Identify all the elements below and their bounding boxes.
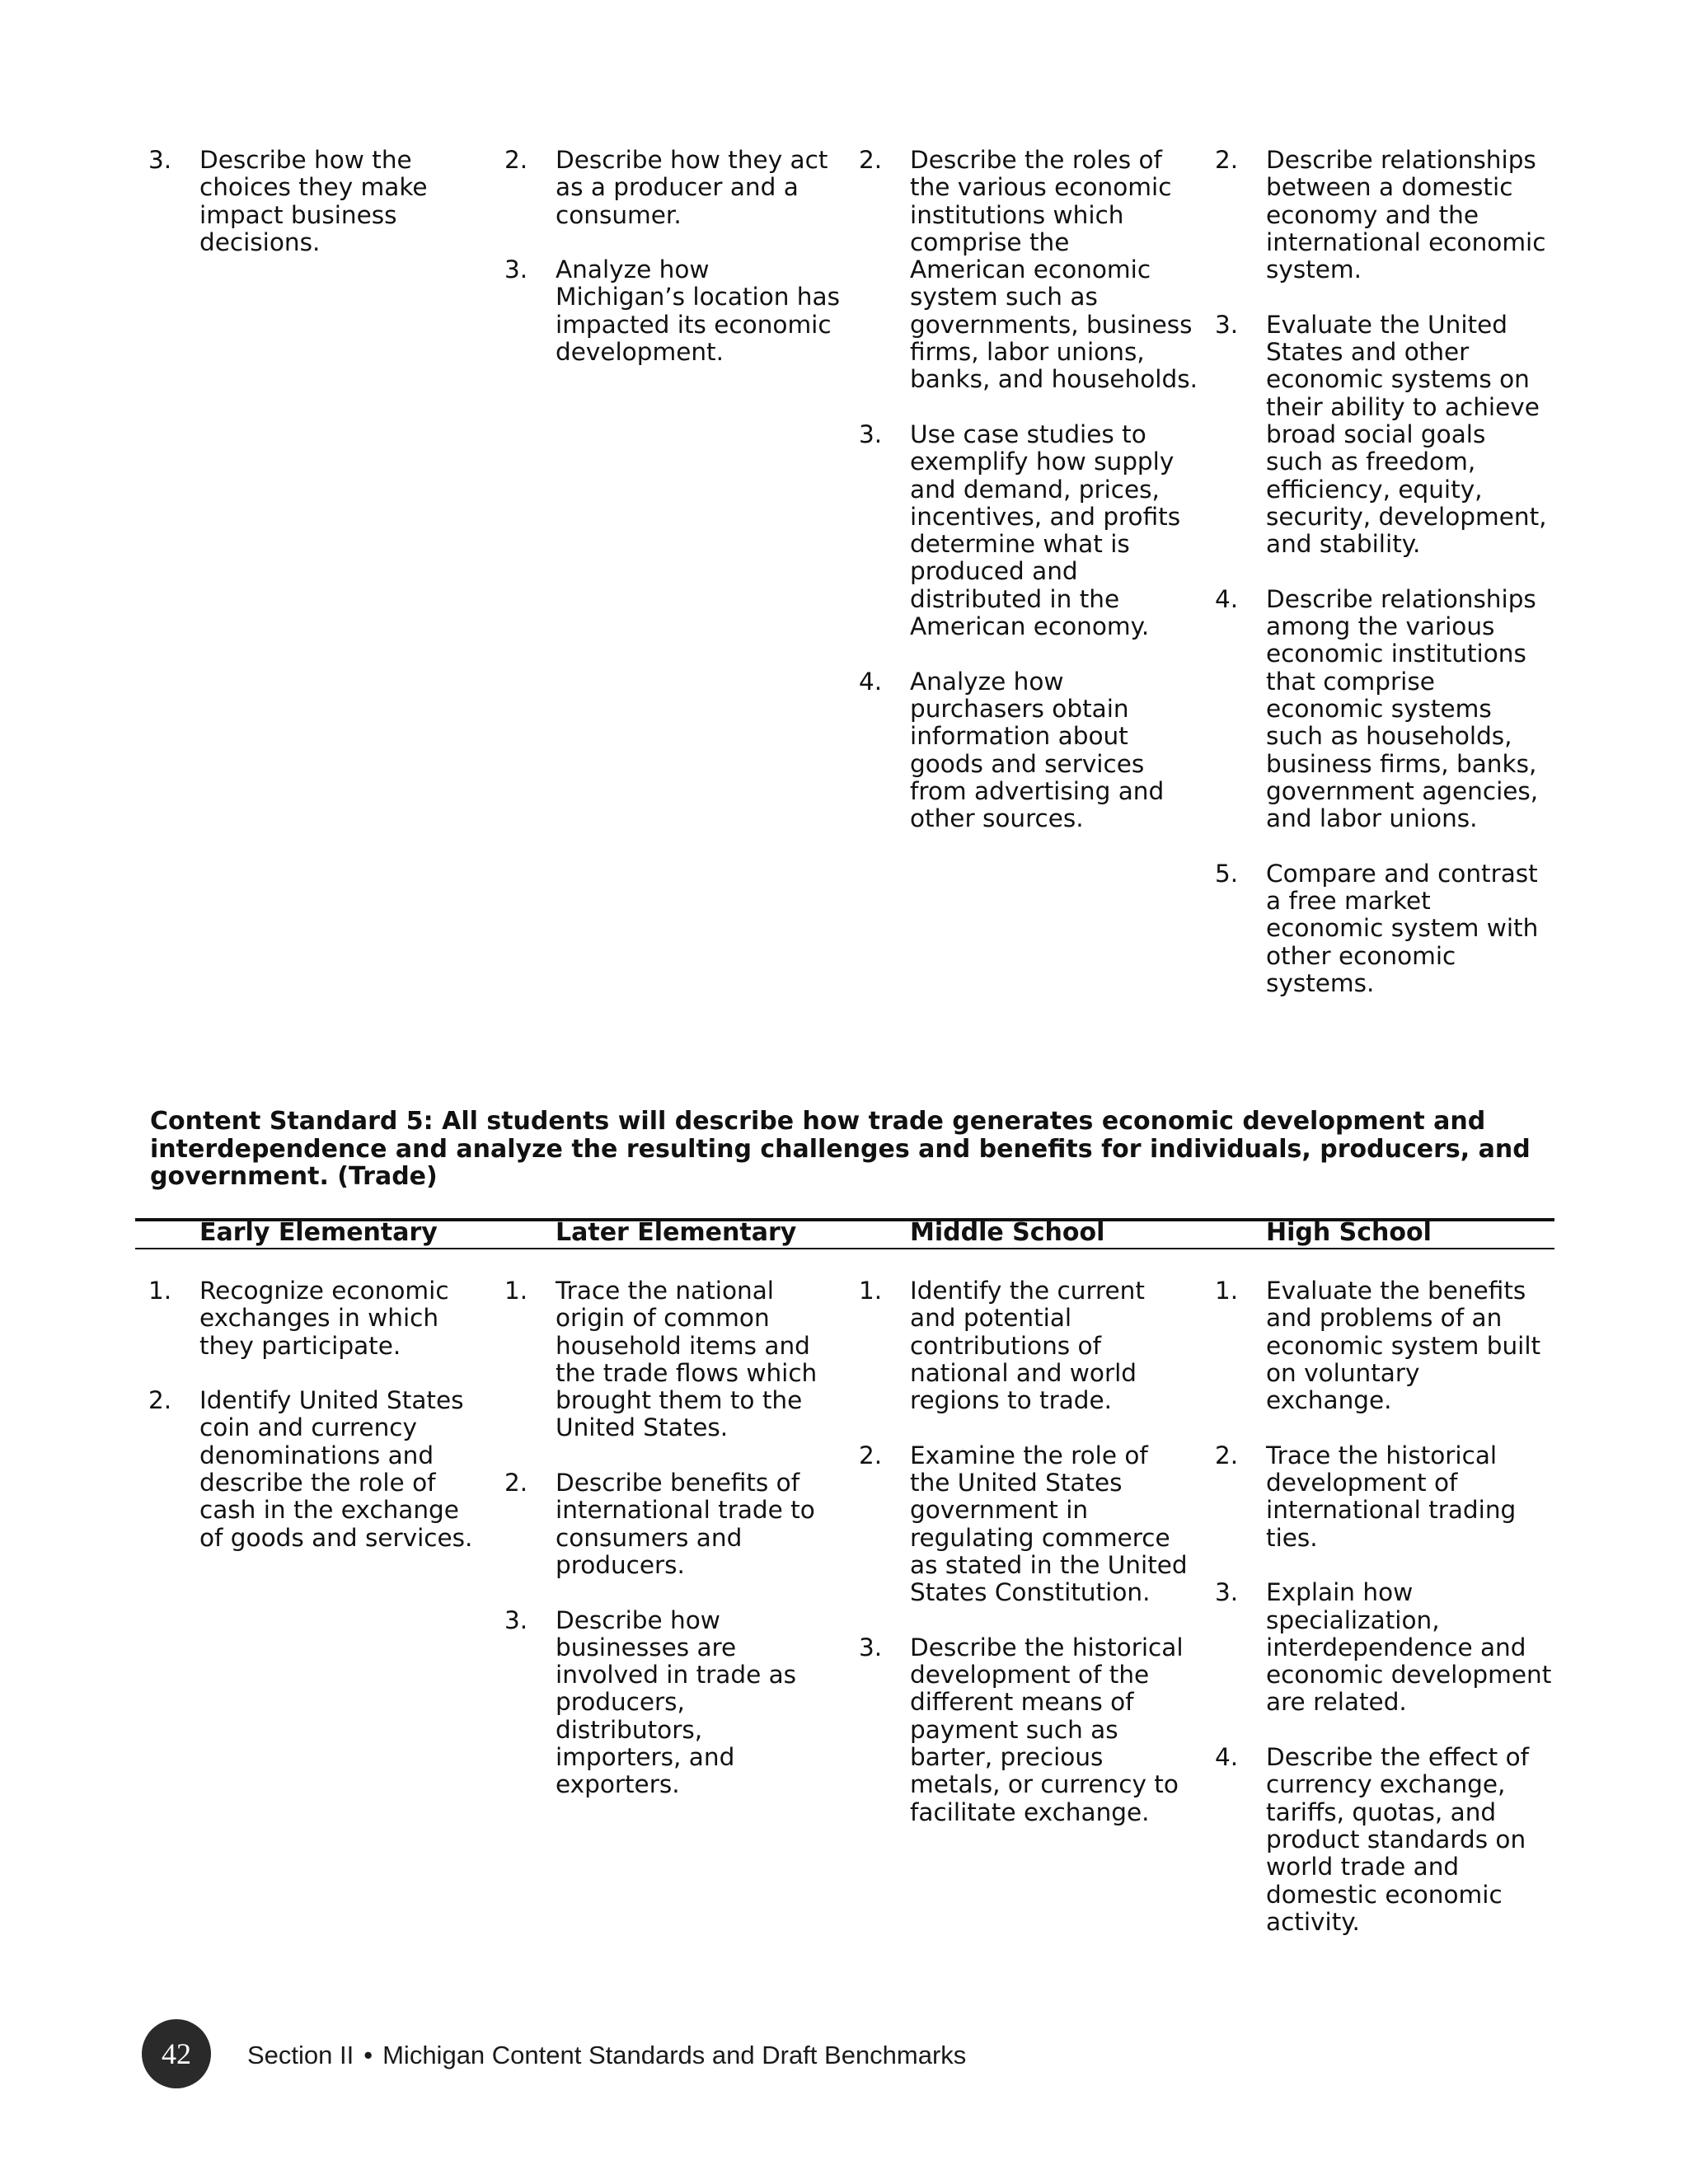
list-item <box>504 256 851 366</box>
item-number: 2. <box>504 146 528 174</box>
item-text: Analyze how Michigan’s location has impacted its economic development. <box>556 255 840 367</box>
list-item <box>148 1387 495 1552</box>
item-text: Evaluate the United States and other economic systems on their ability to achieve broad social goals such as freedom, efficiency, equity, security, development, and stability. <box>1266 310 1547 559</box>
item-text: Describe the effect of currency exchange, tariffs, quotas, and product standards on world trade and domestic economic activity. <box>1266 1743 1530 1936</box>
list-item <box>1215 1744 1561 1936</box>
item-number: 2. <box>859 146 883 174</box>
item-text: Describe the historical development of the different means of payment such as barter, precious metals, or currency to facilitate exchange. <box>910 1633 1184 1826</box>
content-standard-heading: Content Standard 5: All students will describe how trade generates economic development and interdependence and analyze the resulting challenges and benefits for individuals, producers, and government. (Trade) <box>150 1107 1531 1191</box>
item-number: 2. <box>148 1386 172 1415</box>
item-number: 2. <box>1215 146 1239 174</box>
footer-separator: • <box>363 2041 373 2069</box>
list-item <box>504 1277 851 1442</box>
list-item <box>859 668 1205 833</box>
item-text: Recognize economic exchanges in which they participate. <box>199 1277 449 1360</box>
list-item <box>148 1277 495 1360</box>
item-number: 1. <box>504 1277 528 1305</box>
item-text: Explain how specialization, interdependence and economic development are related. <box>1266 1578 1552 1717</box>
item-number: 4. <box>859 667 883 696</box>
item-text: Analyze how purchasers obtain information about goods and services from advertising and other sources. <box>910 667 1165 833</box>
list-item <box>859 1442 1205 1607</box>
item-text: Identify the current and potential contributions of national and world regions to trade. <box>910 1277 1145 1415</box>
item-text: Describe relationships among the various economic institutions that comprise economic systems such as households, business firms, banks, government agencies, and labor unions. <box>1266 584 1539 833</box>
col-high-school <box>1215 147 1561 1025</box>
item-text: Describe the roles of the various economic institutions which comprise the American economic system such as governments, business firms, labor unions, banks, and households. <box>910 146 1198 394</box>
col-later-elementary <box>504 1277 851 1826</box>
item-text: Describe relationships between a domestic economy and the international economic system. <box>1266 146 1546 284</box>
page-number-badge: 42 <box>142 2019 211 2088</box>
column-header-high-school: High School <box>1266 1218 1432 1247</box>
item-text: Examine the role of the United States government in regulating commerce as stated in the United States Constitution. <box>910 1441 1188 1607</box>
list-item <box>504 1607 851 1799</box>
item-text: Trace the national origin of common household items and the trade flows which brought them to the United States. <box>556 1277 818 1442</box>
list-item <box>1215 1277 1561 1414</box>
list-item <box>859 147 1205 394</box>
list-item <box>1215 860 1561 997</box>
item-number: 1. <box>1215 1277 1239 1305</box>
item-text: Describe benefits of international trade to consumers and producers. <box>556 1469 815 1579</box>
standard5-benchmarks <box>0 1277 1688 1953</box>
col-early-elementary <box>148 147 495 284</box>
item-text: Trace the historical development of international trading ties. <box>1266 1441 1517 1552</box>
list-item <box>859 1634 1205 1826</box>
item-text: Describe how they act as a producer and a consumer. <box>556 146 828 229</box>
footer-section: Section II <box>247 2041 354 2069</box>
item-text: Describe how the choices they make impact business decisions. <box>199 146 428 256</box>
col-early-elementary <box>148 1277 495 1579</box>
item-number: 3. <box>148 146 172 174</box>
item-number: 2. <box>1215 1441 1239 1469</box>
list-item <box>1215 1579 1561 1716</box>
item-number: 4. <box>1215 584 1239 613</box>
header-rule-bottom <box>135 1248 1554 1249</box>
item-number: 3. <box>1215 1578 1239 1607</box>
item-number: 4. <box>1215 1743 1239 1772</box>
column-header-later-elementary: Later Elementary <box>556 1218 797 1247</box>
list-item <box>504 147 851 229</box>
col-middle-school <box>859 1277 1205 1854</box>
item-text: Use case studies to exemplify how supply and demand, prices, incentives, and profits determine what is produced and distributed in the American economy. <box>910 419 1181 641</box>
list-item <box>1215 147 1561 284</box>
item-number: 5. <box>1215 859 1239 888</box>
benchmarks-continued <box>0 147 1688 1004</box>
list-item <box>148 147 495 256</box>
item-text: Describe how businesses are involved in trade as producers, distributors, importers, and exporters. <box>556 1605 797 1799</box>
item-text: Identify United States coin and currency denominations and describe the role of cash in the exchange of goods and services. <box>199 1386 473 1552</box>
item-number: 3. <box>504 255 528 284</box>
item-number: 3. <box>504 1605 528 1634</box>
item-number: 3. <box>859 419 883 448</box>
item-text: Evaluate the benefits and problems of an economic system built on voluntary exchange. <box>1266 1277 1541 1415</box>
list-item <box>1215 586 1561 833</box>
list-item <box>859 1277 1205 1414</box>
list-item <box>1215 312 1561 559</box>
item-number: 1. <box>148 1277 172 1305</box>
item-number: 3. <box>1215 310 1239 339</box>
page-footer <box>247 2039 966 2072</box>
list-item <box>859 421 1205 640</box>
item-number: 1. <box>859 1277 883 1305</box>
item-number: 2. <box>859 1441 883 1469</box>
col-middle-school <box>859 147 1205 860</box>
col-later-elementary <box>504 147 851 394</box>
footer-title: Michigan Content Standards and Draft Benchmarks <box>382 2041 967 2069</box>
item-text: Compare and contrast a free market economic system with other economic systems. <box>1266 859 1539 997</box>
col-high-school <box>1215 1277 1561 1963</box>
column-header-early-elementary: Early Elementary <box>199 1218 438 1247</box>
item-number: 3. <box>859 1633 883 1661</box>
item-number: 2. <box>504 1469 528 1497</box>
list-item <box>1215 1442 1561 1552</box>
list-item <box>504 1469 851 1579</box>
column-header-middle-school: Middle School <box>910 1218 1105 1247</box>
